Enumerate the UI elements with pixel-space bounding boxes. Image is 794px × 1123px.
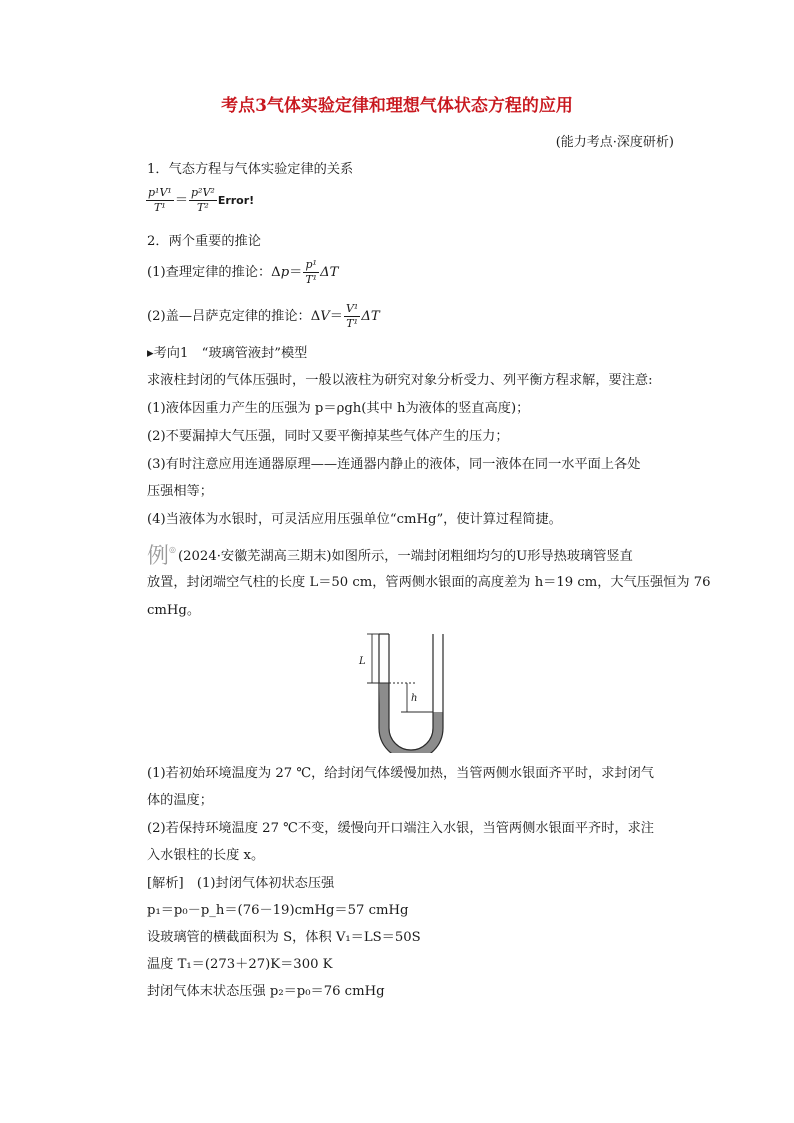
section-tag: (能力考点·深度研析)	[555, 135, 674, 150]
inference-charles: (1)查理定律的推论：Δp＝ $\frac{\text{p¹}}{\text{T¹}}$ ΔT	[147, 258, 339, 286]
section-2-heading: 2．两个重要的推论	[147, 234, 261, 249]
paragraph-note-3: (3)有时注意应用连通器原理——连通器内静止的液体，同一液体在同一水平面上各处	[147, 457, 641, 472]
solution-step-1: p₁＝p₀－p_h＝(76－19)cmHg＝57 cmHg	[147, 903, 409, 918]
question-1-line-2: 体的温度；	[147, 793, 213, 808]
example-label: 例	[147, 544, 170, 569]
question-1-line-1: (1)若初始环境温度为 27 ℃，给封闭气体缓慢加热，当管两侧水银面齐平时，求封闭气	[147, 766, 654, 781]
paragraph-intro: 求液柱封闭的气体压强时，一般以液柱为研究对象分析受力、列平衡方程求解，要注意:	[147, 373, 653, 388]
paragraph-note-3-cont: 压强相等；	[147, 484, 213, 499]
question-2-line-2: 入水银柱的长度 x。	[147, 848, 265, 863]
solution-step-4: 封闭气体末状态压强 p₂＝p₀＝76 cmHg	[147, 984, 385, 999]
u-tube-figure	[355, 628, 465, 753]
fraction-right: $\frac{\text{p²V²}}{\text{T²}}$	[191, 186, 215, 214]
paragraph-note-2: (2)不要漏掉大气压强，同时又要平衡掉某些气体产生的压力；	[147, 429, 509, 444]
paragraph-note-1: (1)液体因重力产生的压强为 p＝ρgh(其中 h为液体的竖直高度)；	[147, 401, 530, 416]
example-line-1: 例◎ (2024·安徽芜湖高三期末)如图所示，一端封闭粗细均匀的U形导热玻璃管竖直	[147, 544, 633, 569]
section-1-heading: 1．气态方程与气体实验定律的关系	[147, 162, 354, 177]
solution-heading: [解析] (1)封闭气体初状态压强	[147, 876, 335, 891]
label-h: h	[411, 693, 418, 704]
formula-gas-equation: $\frac{\text{p¹V¹}}{\text{T¹}}$ ＝ $\frac{\text{p²V²}}{\text{T²}}$ Error!	[148, 186, 255, 214]
fraction-inf2: $\frac{\text{V¹}}{\text{T¹}}$	[345, 302, 359, 330]
error-text: Error!	[217, 194, 255, 207]
paragraph-note-4: (4)当液体为水银时，可灵活应用压强单位“cmHg”，使计算过程简捷。	[147, 512, 562, 527]
fraction-left: $\frac{\text{p¹V¹}}{\text{T¹}}$	[148, 186, 172, 214]
kaoxiang-heading: ▸考向1 “玻璃管液封”模型	[147, 346, 308, 361]
solution-step-2: 设玻璃管的横截面积为 S，体积 V₁＝LS＝50S	[147, 930, 421, 945]
page-title: 考点3气体实验定律和理想气体状态方程的应用	[221, 96, 573, 116]
example-line-2: 放置，封闭端空气柱的长度 L＝50 cm，管两侧水银面的高度差为 h＝19 cm，大气压强恒为 76	[147, 575, 711, 590]
question-2-line-1: (2)若保持环境温度 27 ℃不变，缓慢向开口端注入水银，当管两侧水银面平齐时，求注	[147, 821, 654, 836]
label-L: L	[359, 656, 366, 667]
tube-inner-wall	[389, 634, 433, 750]
solution-step-3: 温度 T₁＝(273＋27)K＝300 K	[147, 957, 333, 972]
inference-gay-lussac: (2)盖—吕萨克定律的推论：ΔV＝ $\frac{\text{V¹}}{\text{T¹}}$ ΔT	[147, 302, 380, 330]
example-line-3: cmHg。	[147, 603, 201, 618]
fraction-inf1: $\frac{\text{p¹}}{\text{T¹}}$	[305, 258, 318, 286]
example-mark: ◎	[169, 545, 176, 554]
